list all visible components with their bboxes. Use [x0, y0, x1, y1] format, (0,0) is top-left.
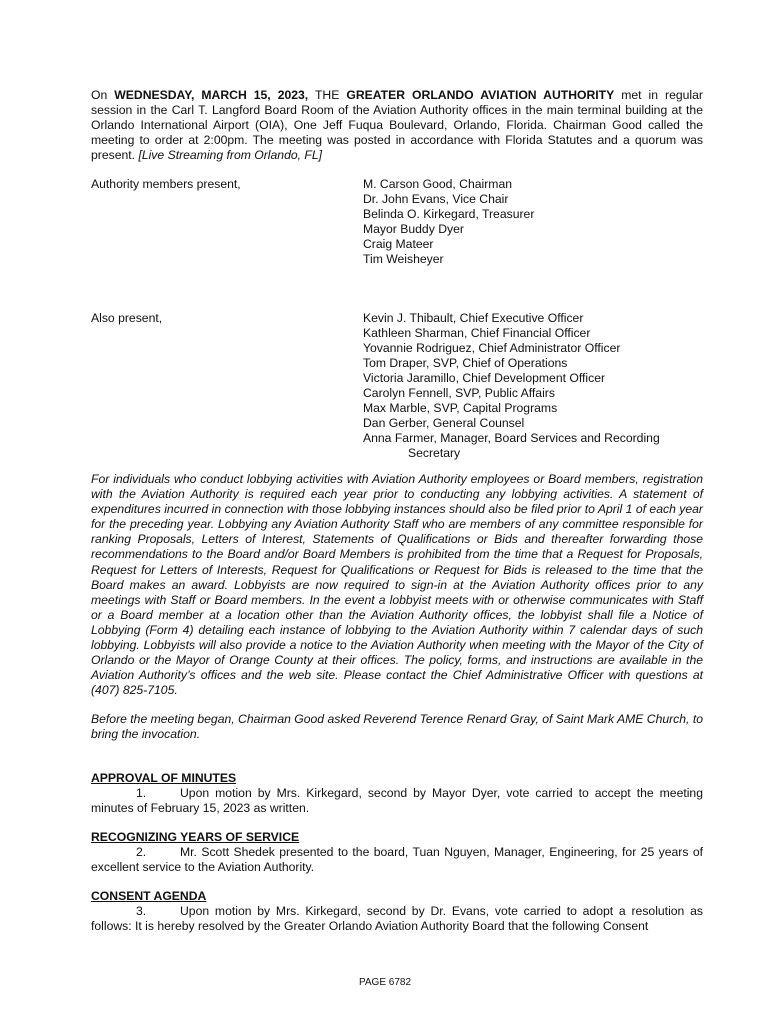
section-years-of-service — [91, 830, 703, 875]
section-heading: CONSENT AGENDA — [91, 889, 207, 904]
intro-paragraph — [91, 88, 703, 163]
also-present-block — [91, 311, 703, 461]
section-consent-agenda — [91, 889, 703, 934]
section-approval-of-minutes — [91, 771, 703, 816]
intro-text: THE — [308, 88, 347, 102]
section-body — [91, 904, 703, 934]
organization-name: GREATER ORLANDO AVIATION AUTHORITY — [346, 88, 615, 102]
intro-text: met in regular session in the Carl T. Langford Board Room of the Aviation Authority offices in the main terminal building at the Orlando International Airport (OIA), One Jeff Fuqua Boulevard, Orlando, Florida. Chairman Good called the meeting to order at 2:00pm. The meeting was posted in accordance with Florida Statutes and a quorum was present. — [91, 88, 703, 162]
minutes-page — [91, 88, 703, 934]
also-present-list — [363, 311, 703, 461]
section-body — [91, 845, 703, 875]
staff-name: Kevin J. Thibault, Chief Executive Officer — [363, 311, 584, 325]
invocation-paragraph: Before the meeting began, Chairman Good asked Reverend Terence Renard Gray, of Saint Mark AME Church, to bring the invocation. — [91, 712, 703, 742]
staff-name: Yovannie Rodriguez, Chief Administrator Officer — [363, 341, 621, 355]
item-number: 2. — [136, 845, 147, 860]
item-number: 1. — [136, 786, 147, 801]
member-name: Tim Weisheyer — [363, 252, 444, 266]
item-text: Upon motion by Mrs. Kirkegard, second by Mayor Dyer, vote carried to accept the meeting minutes of February 15, 2023 as written. — [91, 786, 703, 816]
item-text: Upon motion by Mrs. Kirkegard, second by Dr. Evans, vote carried to adopt a resolution as follows: It is hereby resolved by the Greater Orlando Aviation Authority Board that the following Consent — [91, 904, 703, 934]
member-name: Craig Mateer — [363, 237, 434, 251]
section-heading: RECOGNIZING YEARS OF SERVICE — [91, 830, 300, 845]
member-name: Mayor Buddy Dyer — [363, 222, 464, 236]
member-name: Dr. John Evans, Vice Chair — [363, 192, 509, 206]
lobbying-notice: For individuals who conduct lobbying activities with Aviation Authority employees or Board members, registration with the Aviation Authority is required each year prior to conducting any lobbying activities. A statement of expenditures incurred in connection with those lobbying instances should also be filed prior to April 1 of each year for the preceding year. Lobbying any Aviation Authority Staff who are members of any committee responsible for ranking Proposals, Letters of Interest, Statements of Qualifications or Bids and thereafter forwarding those recommendations to the Board and/or Board Members is prohibited from the time that a Request for Proposals, Request for Letters of Interests, Request for Qualifications or Request for Bids is released to the time that the Board makes an award. Lobbyists are now required to sign-in at the Aviation Authority offices prior to any meetings with Staff or Board members. In the event a lobbyist meets with or otherwise communicates with Staff or a Board member at a location other than the Aviation Authority offices, the lobbyist shall file a Notice of Lobbying (Form 4) detailing each instance of lobbying to the Aviation Authority within 7 calendar days of such lobbying. Lobbyists will also provide a notice to the Aviation Authority when meeting with the Mayor of the City of Orlando or the Mayor of Orange County at their offices. The policy, forms, and instructions are available in the Aviation Authority’s offices and the web site. Please contact the Chief Administrative Officer with questions at (407) 825-7105. — [91, 472, 703, 698]
staff-name: Kathleen Sharman, Chief Financial Officer — [363, 326, 591, 340]
live-stream-note: [Live Streaming from Orlando, FL] — [138, 148, 322, 162]
authority-members-label: Authority members present, — [91, 177, 241, 191]
staff-name: Carolyn Fennell, SVP, Public Affairs — [363, 386, 555, 400]
staff-title-continuation: Secretary — [408, 446, 461, 460]
staff-name: Anna Farmer, Manager, Board Services and Recording — [363, 431, 660, 445]
staff-name: Tom Draper, SVP, Chief of Operations — [363, 356, 568, 370]
authority-members-block — [91, 177, 703, 267]
item-number: 3. — [136, 904, 147, 919]
also-present-label: Also present, — [91, 311, 163, 325]
page-number-footer: PAGE 6782 — [358, 977, 412, 988]
staff-name: Victoria Jaramillo, Chief Development Officer — [363, 371, 606, 385]
section-body — [91, 786, 703, 816]
authority-members-list — [363, 177, 703, 267]
meeting-date: WEDNESDAY, MARCH 15, 2023, — [114, 88, 309, 102]
intro-text: On — [91, 88, 115, 102]
staff-name: Max Marble, SVP, Capital Programs — [363, 401, 558, 415]
section-heading: APPROVAL OF MINUTES — [91, 771, 237, 786]
item-text: Mr. Scott Shedek presented to the board, Tuan Nguyen, Manager, Engineering, for 25 years of excellent service to the Aviation Authority. — [91, 845, 703, 875]
member-name: M. Carson Good, Chairman — [363, 177, 513, 191]
member-name: Belinda O. Kirkegard, Treasurer — [363, 207, 535, 221]
staff-name: Dan Gerber, General Counsel — [363, 416, 525, 430]
